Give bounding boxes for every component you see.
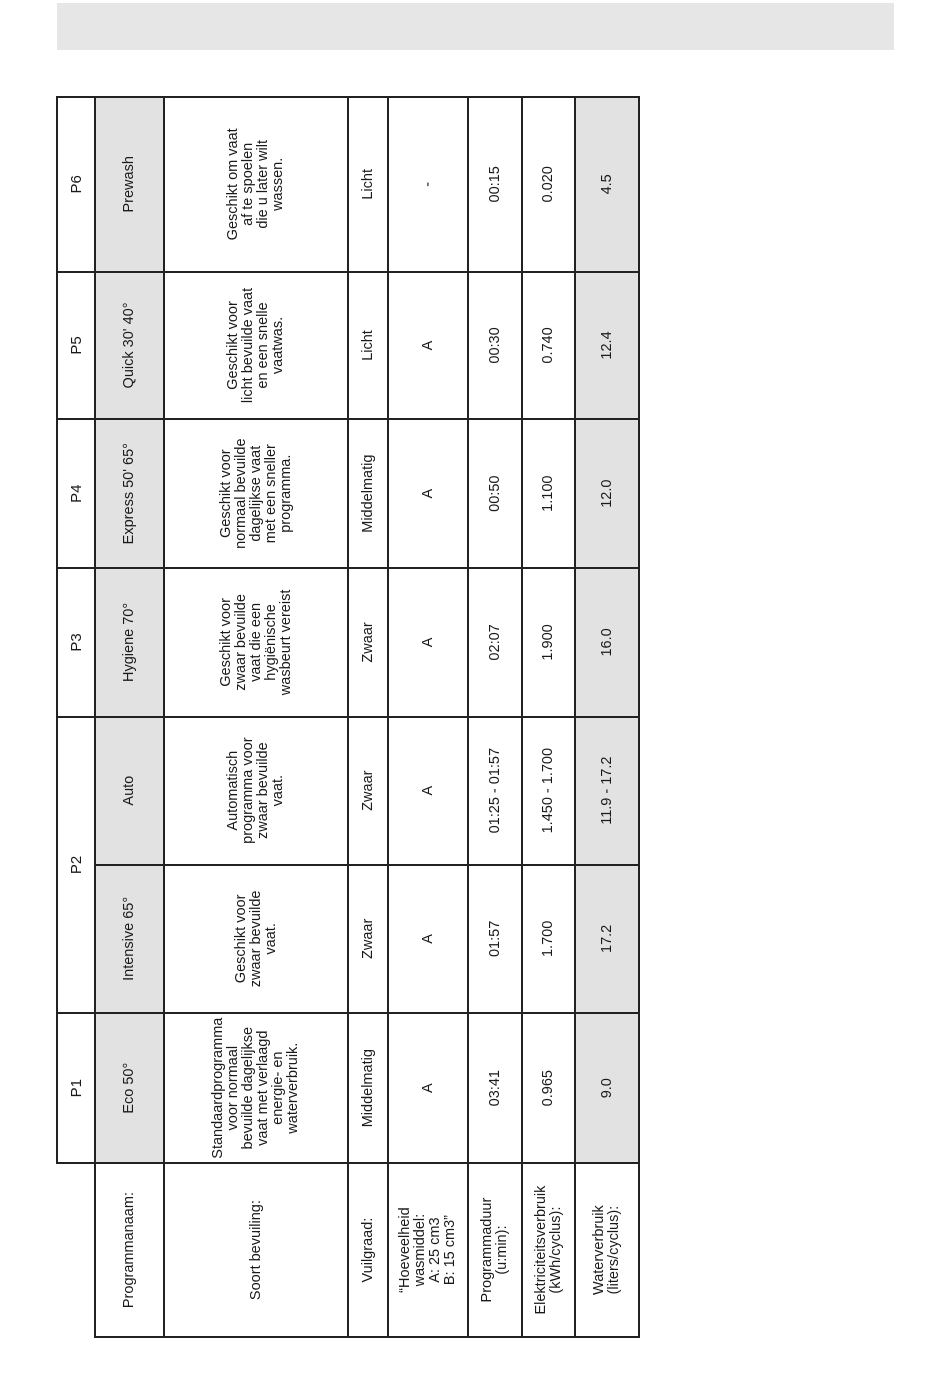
soil-type: Geschikt voor normaal bevuilde dagelijkse vaat met een sneller programma. xyxy=(164,419,348,568)
detergent-amount: A xyxy=(388,717,468,865)
water-consumption: 11.9 - 17.2 xyxy=(575,717,639,865)
detergent-amount: A xyxy=(388,1013,468,1163)
soil-level: Middelmatig xyxy=(348,419,388,568)
program-number-cell: P5 xyxy=(57,272,95,420)
soil-level: Zwaar xyxy=(348,568,388,717)
soil-type: Automatisch programma voor zwaar bevuilde vaat. xyxy=(164,717,348,865)
program-name-row xyxy=(95,97,164,1337)
program-table xyxy=(56,96,640,1338)
program-table-container xyxy=(56,96,638,1338)
row-label: Programmanaam: xyxy=(95,1163,164,1337)
soil-level: Middelmatig xyxy=(348,1013,388,1163)
water-consumption: 17.2 xyxy=(575,865,639,1014)
row-label: Waterverbruik (liters/cyclus): xyxy=(575,1163,639,1337)
detergent-amount: A xyxy=(388,419,468,568)
program-number-cell: P4 xyxy=(57,419,95,568)
water-consumption: 16.0 xyxy=(575,568,639,717)
electricity-consumption: 1.700 xyxy=(522,865,575,1014)
electricity-consumption: 1.100 xyxy=(522,419,575,568)
water-consumption: 12.4 xyxy=(575,272,639,420)
electricity-consumption: 0.740 xyxy=(522,272,575,420)
row-label: Vuilgraad: xyxy=(348,1163,388,1337)
program-name: Express 50' 65° xyxy=(95,419,164,568)
soil-level: Zwaar xyxy=(348,717,388,865)
program-number-cell: P1 xyxy=(57,1013,95,1163)
water-consumption: 4.5 xyxy=(575,97,639,272)
row-label: “Hoeveelheid wasmiddel: A: 25 cm3 B: 15 cm3” xyxy=(388,1163,468,1337)
soil-level-row xyxy=(348,97,388,1337)
program-name: Quick 30' 40° xyxy=(95,272,164,420)
soil-type: Standaardprogramma voor normaal bevuilde dagelijkse vaat met verlaagd energie- en waterverbruik. xyxy=(164,1013,348,1163)
program-duration: 00:50 xyxy=(468,419,522,568)
electricity-consumption: 0.965 xyxy=(522,1013,575,1163)
electricity-consumption: 0.020 xyxy=(522,97,575,272)
program-name: Eco 50° xyxy=(95,1013,164,1163)
row-label: Programmaduur (u:min): xyxy=(468,1163,522,1337)
program-number-cell: P3 xyxy=(57,568,95,717)
duration-row xyxy=(468,97,522,1337)
soil-type: Geschikt om vaat af te spoelen die u later wilt wassen. xyxy=(164,97,348,272)
program-name: Hygiene 70° xyxy=(95,568,164,717)
program-duration: 02:07 xyxy=(468,568,522,717)
row-label: Soort bevuiling: xyxy=(164,1163,348,1337)
program-name: Intensive 65° xyxy=(95,865,164,1014)
program-number-cell: P6 xyxy=(57,97,95,272)
program-name: Prewash xyxy=(95,97,164,272)
program-duration: 00:30 xyxy=(468,272,522,420)
detergent-amount: - xyxy=(388,97,468,272)
soil-type-row xyxy=(164,97,348,1337)
row-label: Elektriciteitsverbruik (kWh/cyclus): xyxy=(522,1163,575,1337)
soil-level: Licht xyxy=(348,97,388,272)
program-number-row xyxy=(57,97,95,1337)
electricity-consumption: 1.900 xyxy=(522,568,575,717)
program-number-cell: P2 xyxy=(57,717,95,1013)
program-duration: 00:15 xyxy=(468,97,522,272)
water-consumption: 12.0 xyxy=(575,419,639,568)
detergent-amount: A xyxy=(388,568,468,717)
detergent-amount: A xyxy=(388,272,468,420)
soil-level: Licht xyxy=(348,272,388,420)
soil-type: Geschikt voor zwaar bevuilde vaat die een hygiënische wasbeurt vereist xyxy=(164,568,348,717)
detergent-amount: A xyxy=(388,865,468,1014)
program-duration: 01:25 - 01:57 xyxy=(468,717,522,865)
water-row xyxy=(575,97,639,1337)
header-bar xyxy=(57,3,894,50)
detergent-row xyxy=(388,97,468,1337)
program-duration: 03:41 xyxy=(468,1013,522,1163)
electricity-row xyxy=(522,97,575,1337)
soil-level: Zwaar xyxy=(348,865,388,1014)
program-duration: 01:57 xyxy=(468,865,522,1014)
water-consumption: 9.0 xyxy=(575,1013,639,1163)
program-name: Auto xyxy=(95,717,164,865)
soil-type: Geschikt voor zwaar bevuilde vaat. xyxy=(164,865,348,1014)
electricity-consumption: 1.450 - 1.700 xyxy=(522,717,575,865)
corner-cell xyxy=(57,1163,95,1337)
soil-type: Geschikt voor licht bevuilde vaat en een snelle vaatwas. xyxy=(164,272,348,420)
